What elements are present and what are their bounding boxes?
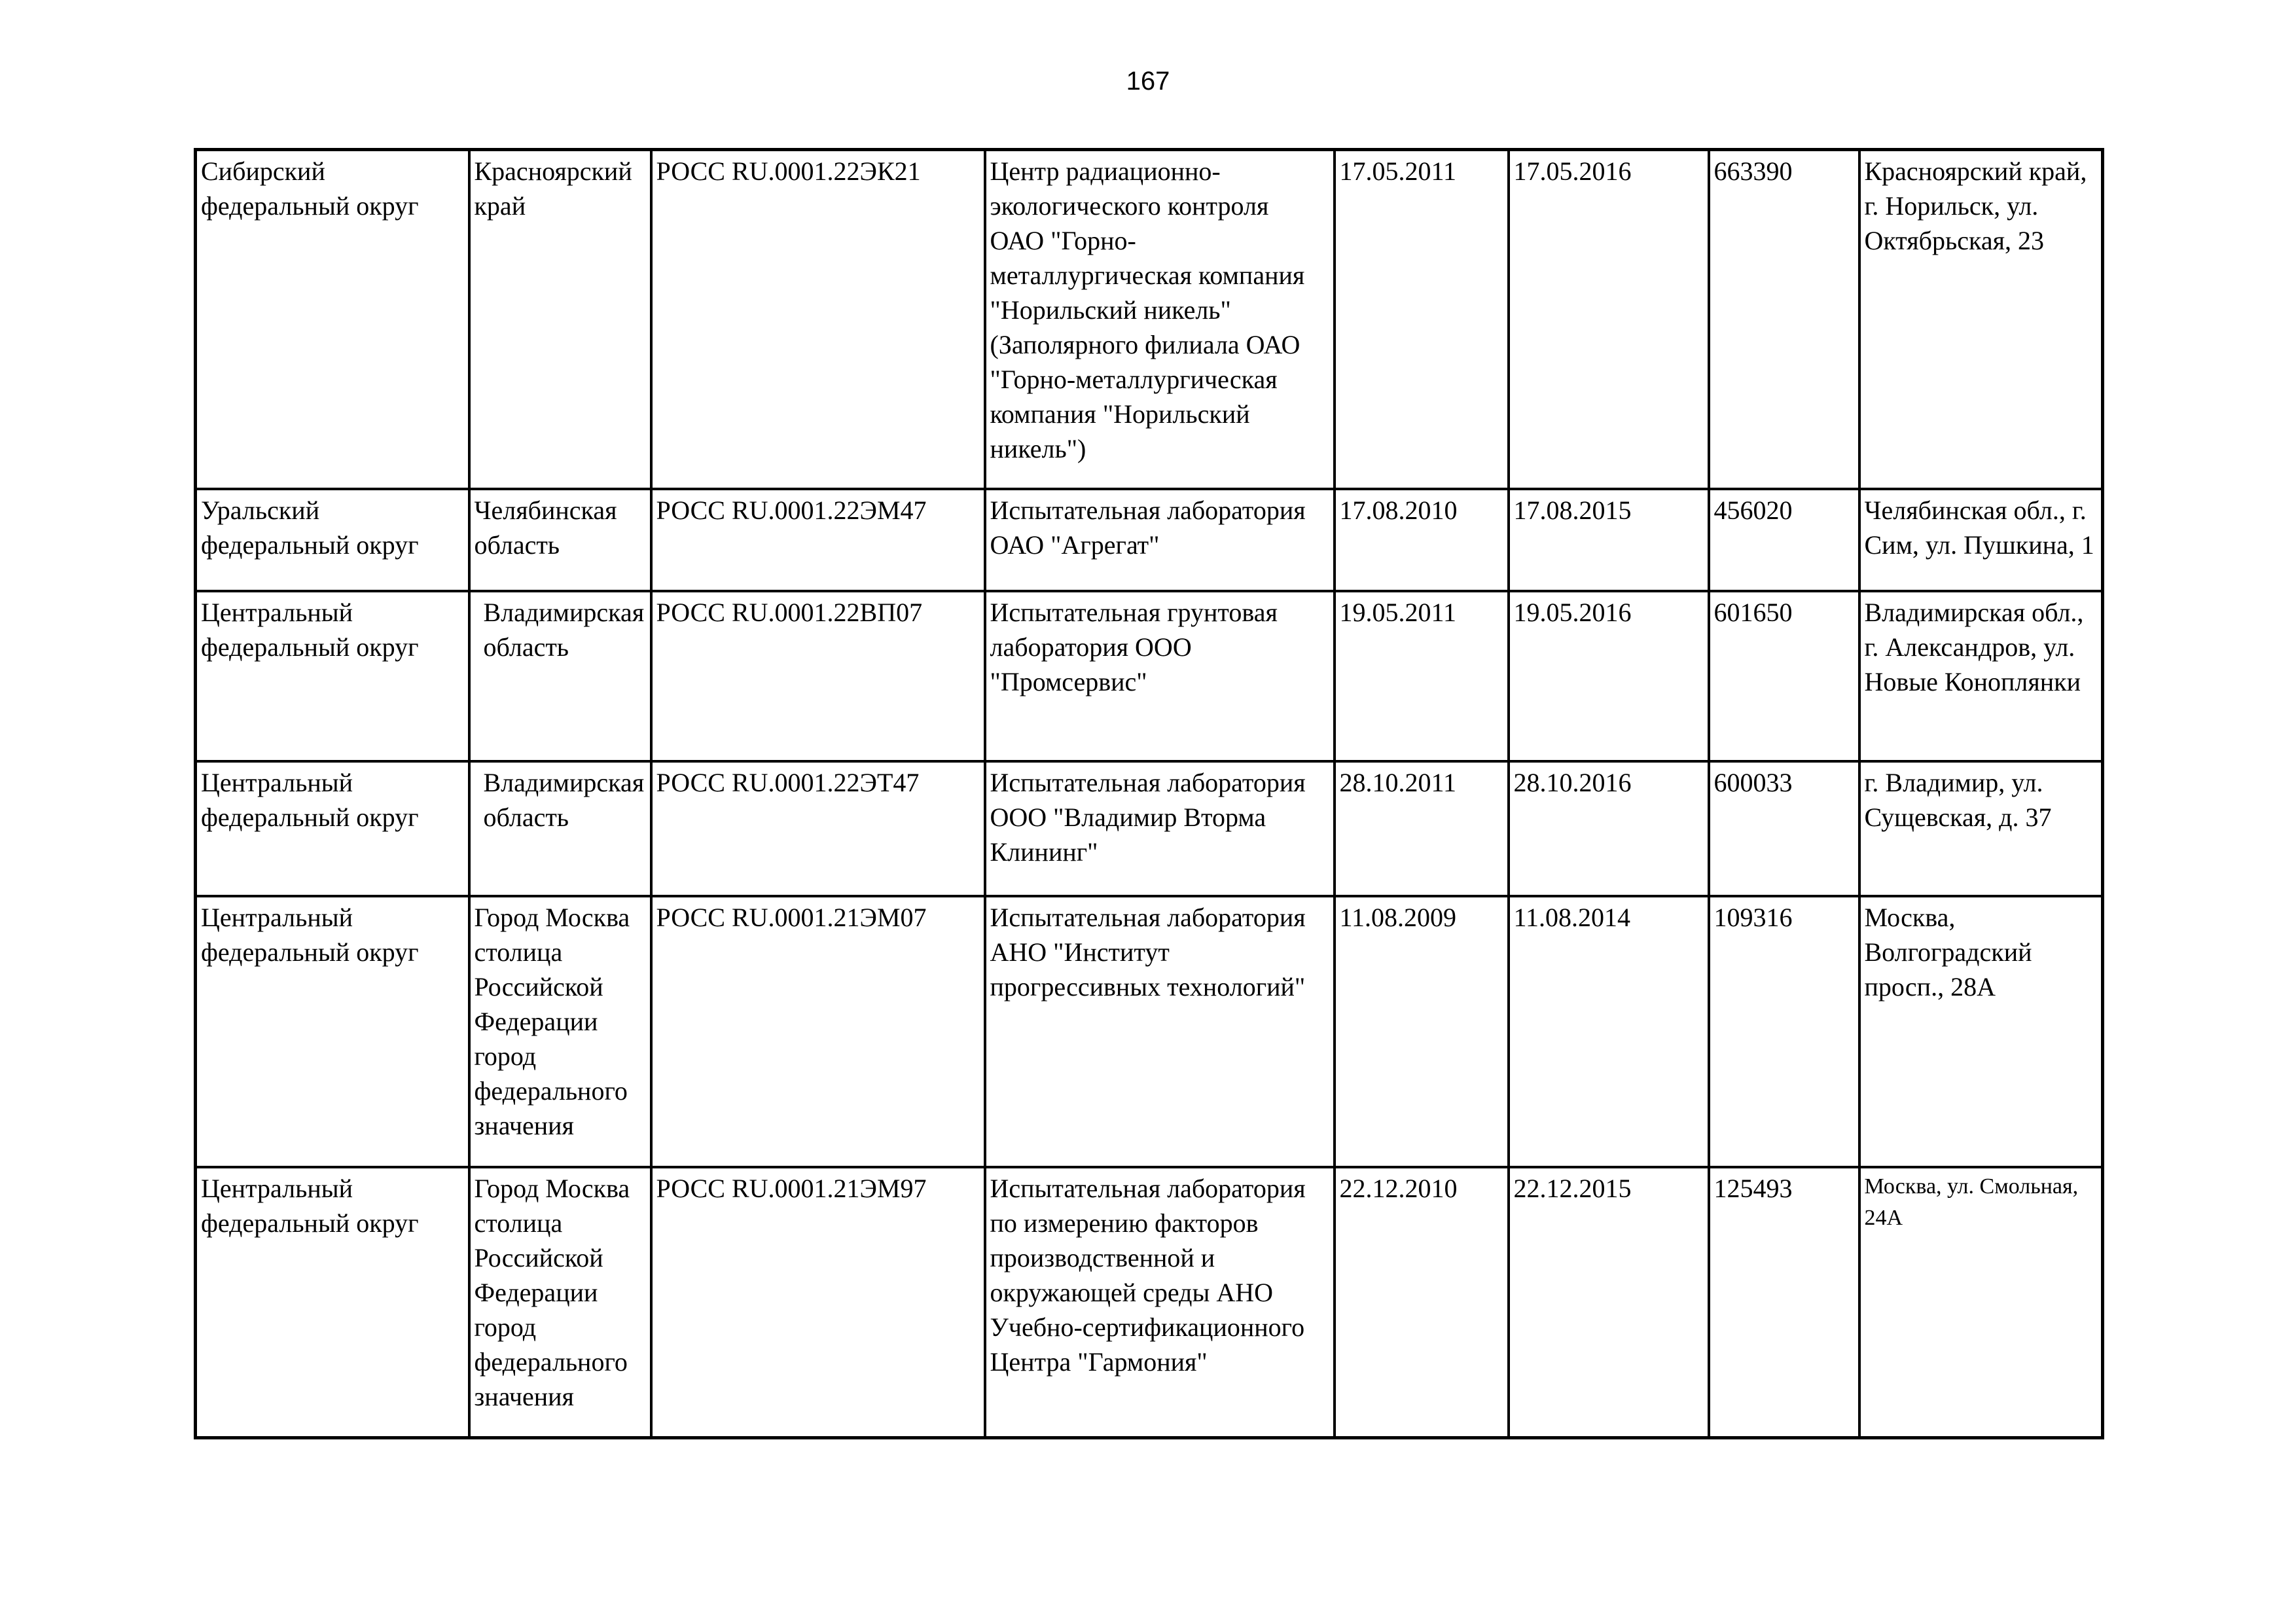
date-to-cell: 11.08.2014 [1509, 896, 1709, 1167]
address-cell: Красноярский край, г. Норильск, ул. Октябрьская, 23 [1859, 150, 2103, 489]
district-cell: Центральный федеральный округ [196, 761, 469, 896]
address-cell [1859, 489, 2103, 591]
table-row [196, 150, 2103, 489]
organization-cell: Испытательная лаборатория по измерению факторов производственной и окружающей среды АНО Учебно-сертификационного Центра "Гармония" [985, 1167, 1335, 1438]
date-from-cell: 28.10.2011 [1335, 761, 1509, 896]
date-from-cell: 22.12.2010 [1335, 1167, 1509, 1438]
postcode-cell: 109316 [1709, 896, 1859, 1167]
postcode-cell: 600033 [1709, 761, 1859, 896]
date-from-cell: 19.05.2011 [1335, 591, 1509, 761]
organization-cell: Центр радиационно-экологического контроля ОАО "Горно-металлургическая компания "Норильский никель" (Заполярного филиала ОАО "Горно-металлургическая компания "Норильский никель") [985, 150, 1335, 489]
table-row [196, 896, 2103, 1167]
region-cell [469, 1167, 651, 1438]
postcode-cell: 601650 [1709, 591, 1859, 761]
certificate-cell: РОСС RU.0001.22ЭТ47 [651, 761, 985, 896]
table-row [196, 1167, 2103, 1438]
page-number: 167 [1126, 67, 1170, 96]
address-cell: г. Владимир, ул. Сущевская, д. 37 [1859, 761, 2103, 896]
date-to-cell: 28.10.2016 [1509, 761, 1709, 896]
date-from-cell: 17.08.2010 [1335, 489, 1509, 591]
district-cell: Центральный федеральный округ [196, 1167, 469, 1438]
address-cell: Владимирская обл., г. Александров, ул. Новые Коноплянки [1859, 591, 2103, 761]
date-to-cell: 19.05.2016 [1509, 591, 1709, 761]
date-from-cell: 17.05.2011 [1335, 150, 1509, 489]
region-text: Город Москва столица Российской Федерации город федерального значения [474, 902, 630, 1140]
certificate-cell: РОСС RU.0001.22ЭК21 [651, 150, 985, 489]
organization-cell: Испытательная лаборатория АНО "Институт прогрессивных технологий" [985, 896, 1335, 1167]
region-cell [469, 896, 651, 1167]
region-cell: Владимирская область [469, 761, 651, 896]
postcode-cell: 663390 [1709, 150, 1859, 489]
region-cell: Владимирская область [469, 591, 651, 761]
date-from-cell: 11.08.2009 [1335, 896, 1509, 1167]
laboratory-registry-table [194, 148, 2104, 1439]
certificate-cell: РОСС RU.0001.22ЭМ47 [651, 489, 985, 591]
address-cell: Москва, Волгоградский просп., 28А [1859, 896, 2103, 1167]
district-cell: Центральный федеральный округ [196, 896, 469, 1167]
district-cell: Центральный федеральный округ [196, 591, 469, 761]
district-cell: Уральский федеральный округ [196, 489, 469, 591]
date-to-cell: 17.08.2015 [1509, 489, 1709, 591]
date-to-cell: 22.12.2015 [1509, 1167, 1709, 1438]
certificate-cell: РОСС RU.0001.21ЭМ97 [651, 1167, 985, 1438]
certificate-cell: РОСС RU.0001.21ЭМ07 [651, 896, 985, 1167]
region-cell: Красноярский край [469, 150, 651, 489]
organization-cell: Испытательная лаборатория ОАО "Агрегат" [985, 489, 1335, 591]
district-cell: Сибирский федеральный округ [196, 150, 469, 489]
region-text: Город Москва столица Российской Федерации город федерального значения [474, 1173, 630, 1411]
table-row [196, 591, 2103, 761]
organization-cell: Испытательная лаборатория ООО "Владимир Вторма Клининг" [985, 761, 1335, 896]
organization-cell: Испытательная грунтовая лаборатория ООО "Промсервис" [985, 591, 1335, 761]
certificate-cell: РОСС RU.0001.22ВП07 [651, 591, 985, 761]
postcode-cell: 125493 [1709, 1167, 1859, 1438]
address-text: Челябинская обл., г. Сим, ул. Пушкина, 1 [1864, 495, 2094, 560]
table-row [196, 761, 2103, 896]
address-cell: Москва, ул. Смольная, 24А [1859, 1167, 2103, 1438]
date-to-cell: 17.05.2016 [1509, 150, 1709, 489]
postcode-cell: 456020 [1709, 489, 1859, 591]
region-cell: Челябинская область [469, 489, 651, 591]
table-row [196, 489, 2103, 591]
